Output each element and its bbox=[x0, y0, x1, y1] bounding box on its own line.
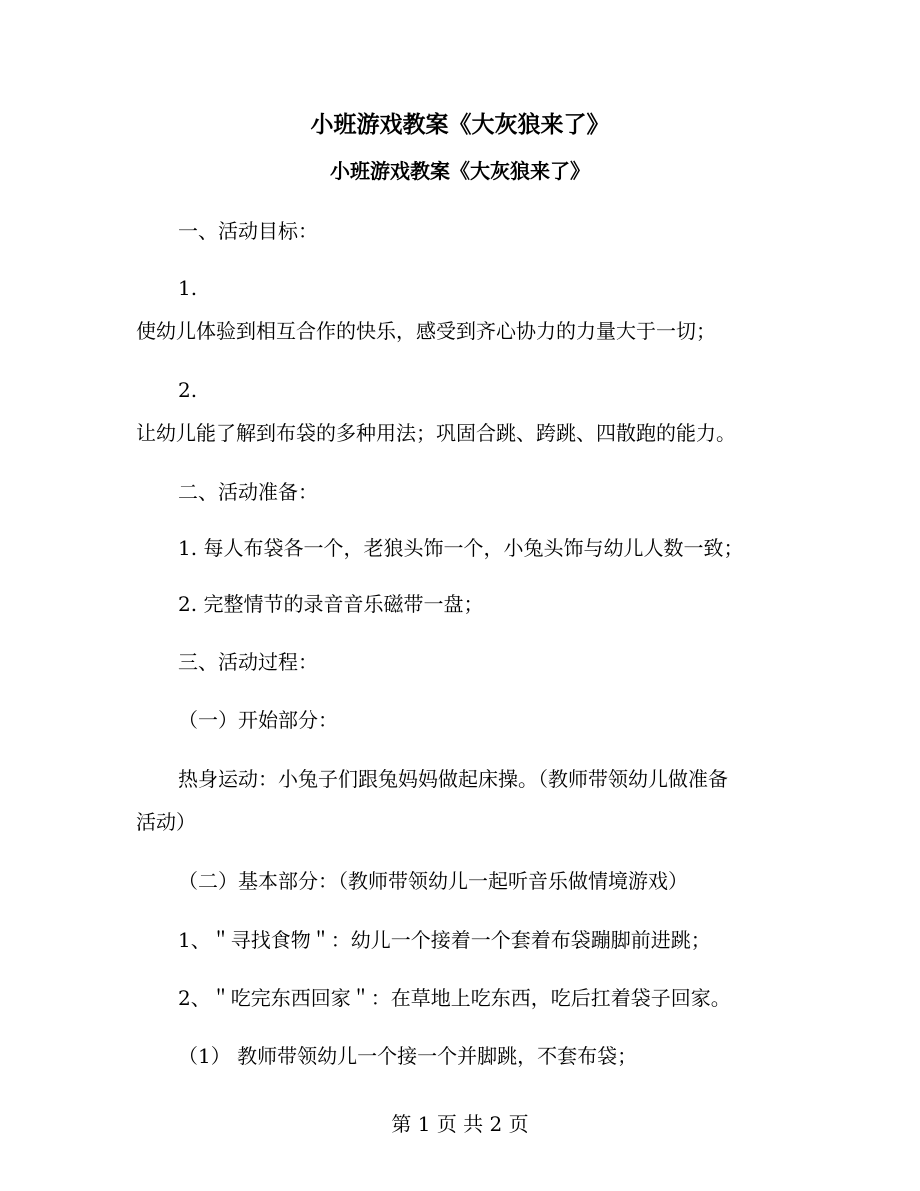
paragraph-warmup-line-2: 活动） bbox=[136, 810, 196, 834]
paragraph-goal-2: 让幼儿能了解到布袋的多种用法；巩固合跳、跨跳、四散跑的能力。 bbox=[136, 421, 736, 445]
page-footer: 第 1 页 共 2 页 bbox=[391, 1112, 529, 1136]
document-subtitle: 小班游戏教案《大灰狼来了》 bbox=[330, 159, 590, 183]
section-heading-preparation: 二、活动准备： bbox=[178, 480, 318, 504]
paragraph-step-1: 1、＂寻找食物＂：幼儿一个接着一个套着布袋蹦脚前进跳； bbox=[178, 928, 711, 952]
section-heading-goals: 一、活动目标： bbox=[178, 219, 318, 243]
subsection-heading-start: （一）开始部分： bbox=[178, 708, 338, 732]
subsection-heading-basic: （二）基本部分：（教师带领幼儿一起听音乐做情境游戏） bbox=[178, 869, 688, 893]
paragraph-step-2-sub-1: （1） 教师带领幼儿一个接一个并脚跳，不套布袋； bbox=[178, 1044, 638, 1068]
paragraph-warmup-line-1: 热身运动：小兔子们跟兔妈妈做起床操。（教师带领幼儿做准备 bbox=[178, 767, 728, 791]
document-title: 小班游戏教案《大灰狼来了》 bbox=[310, 111, 610, 138]
paragraph-prep-2: 2. 完整情节的录音音乐磁带一盘； bbox=[178, 592, 484, 616]
paragraph-step-2: 2、＂吃完东西回家＂：在草地上吃东西，吃后扛着袋子回家。 bbox=[178, 986, 731, 1010]
section-heading-process: 三、活动过程： bbox=[178, 650, 318, 674]
list-number-1: 1. bbox=[178, 276, 198, 300]
paragraph-prep-1: 1. 每人布袋各一个，老狼头饰一个，小兔头饰与幼儿人数一致； bbox=[178, 536, 744, 560]
list-number-2: 2. bbox=[178, 378, 198, 402]
paragraph-goal-1: 使幼儿体验到相互合作的快乐，感受到齐心协力的力量大于一切； bbox=[136, 319, 716, 343]
